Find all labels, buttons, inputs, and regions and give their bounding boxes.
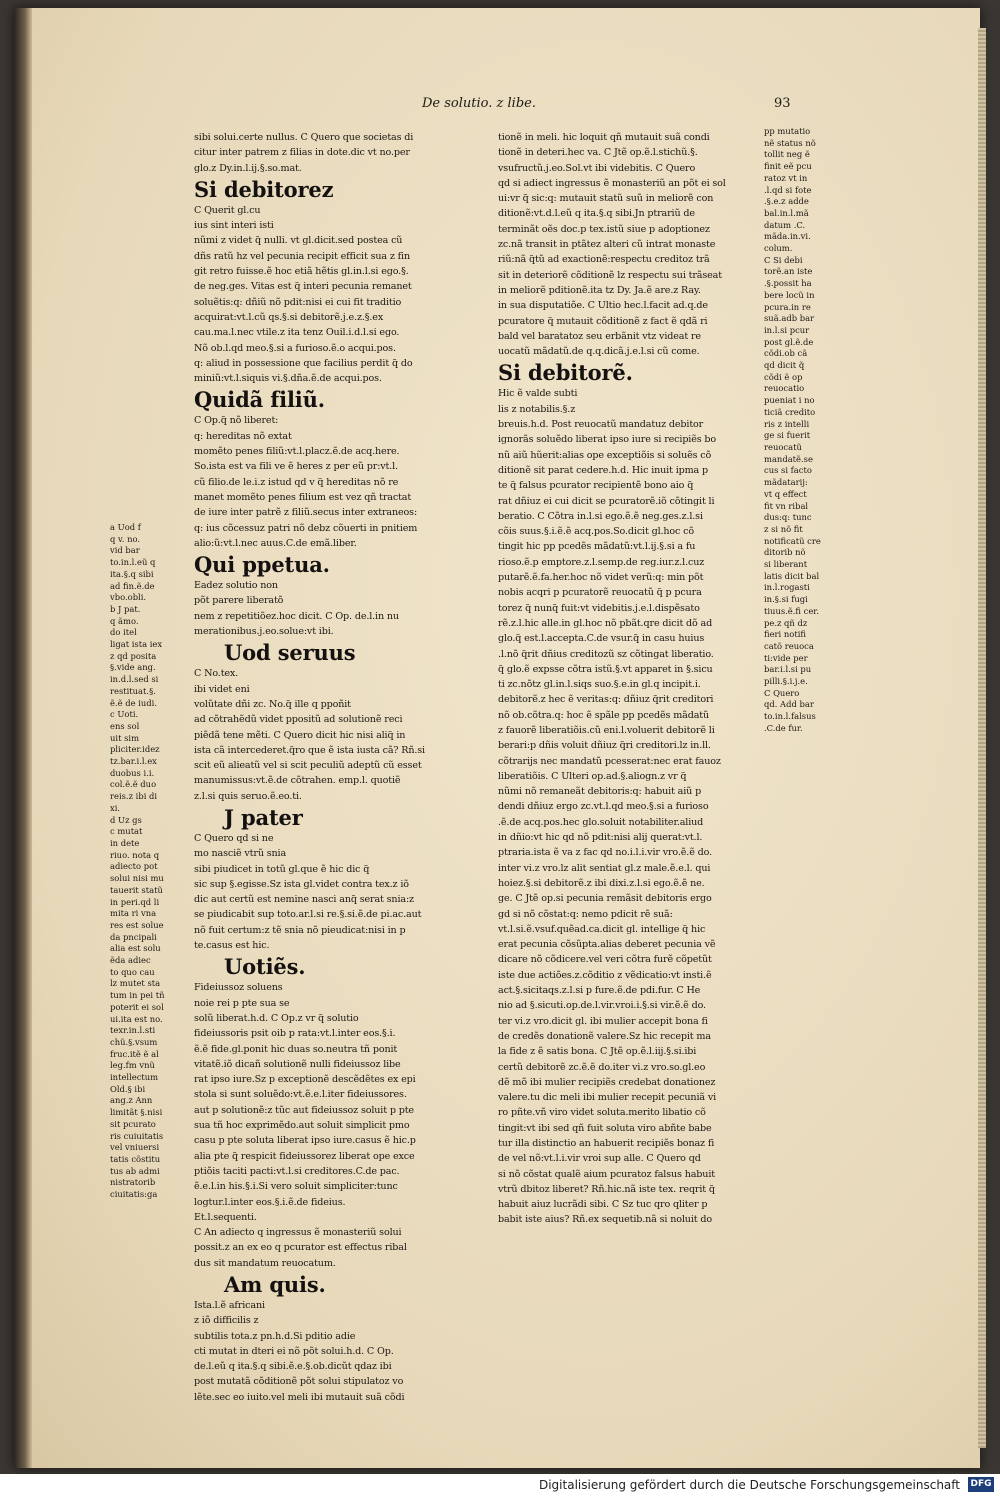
- dfg-logo-icon: DFG: [968, 1477, 994, 1492]
- rubric-heading: Uod seruus: [224, 640, 356, 666]
- marginal-notes-left: a Uod f q v. no. vid bar to.in.l.eũ q ita.§.q sibi ad fin.ẽ.de vbo.obli. b J pat. q ãmo. do itel ligat ista iex z qd posita §.vide ang. in.d.l.sed si restituat.§. ẽ.ẽ de iudi. c Uoti. ens sol uit sim pliciter.idez tz.bar.i.l.ex duobus i.i. col.ẽ.ẽ duo reis.z ibi di xi. d Uz gs c mutat in dete riuo. nota q adiecto pot solui nisi mu tauerit statũ in peri.qd li mita ri vna res est solue da pncipali alia est solu ẽda adiec to quo cau lz mutet sta tum in pei tñ poterit ei sol ui.ita est no. texr.in.l.sti chũ.§.vsum fruc.itẽ ẽ al leg.fm vnũ intellectum Old.§ ibi ang.z Ann limitãt §.nisi sit pcurato ris cuiuitatis vel vniuersi tatis cõstitu tus ab admi nistratorib ciuitatis:ga: [110, 522, 165, 1200]
- rubric-heading: Si debitorez: [194, 176, 334, 202]
- column-text: C Querit gl.cu ius sint interi isti nũmi z videt q̃ nulli. vt gl.dicit.sed postea cũ dñs ratũ hz vel pecunia recipit efficit sua z fin git retro fuisse.ẽ hoc etiã hẽtis gl.in.l.si ego.§. de neg.ges. Vitas est q̃ interi pecunia remanet soluẽtis:q: dñiũ nõ pdit:nisi ei cui fit traditio acquirat:vt.l.cũ qs.§.si debitorẽ.j.e.z.§.ex cau.ma.l.nec vtile.z ita tenz Ouil.i.d.l.si ego. Nõ ob.l.qd meo.§.si a furioso.ẽ.o acqui.pos. q: aliud in possessione que facilius perdit q̃ do miniũ:vt.l.siquis vi.§.dña.ẽ.de acqui.pos.: [194, 204, 413, 385]
- column-text: C No.tex. ibi videt eni volũtate dñi zc. No.q̃ ille q ppoñit ad cõtrahẽdũ videt ppositũ ad solutionẽ reci piẽdã tene mẽti. C Quero dicit hic nisi aliq̃ in ista cã intercederet.q̃ro que ẽ ista iusta cã? Rñ.si scit eũ alieatũ vel si scit peculiũ adeptũ cũ esset manumissus:vt.ẽ.de cõtrahen. emp.l. quotiẽ z.l.si quis seruo.ẽ.eo.ti.: [194, 668, 425, 802]
- rubric-heading: Uotiẽs.: [224, 954, 306, 980]
- book-page: [14, 8, 980, 1468]
- column-text: C Quero qd si ne mo nasciẽ vtrũ snia sibi piudicet in totũ gl.que ẽ hic dic q̃ sic sup §.egisse.Sz ista gl.videt contra tex.z iõ dic aut certũ est nemine nasci anq̃ serat snia:z se piudicabit sup toto.ar.l.si re.§.si.ẽ.de pi.ac.aut nõ fuit certum:z tẽ snia nõ pieudicat:nisi in p te.casus est hic.: [194, 832, 422, 952]
- column-text: sibi solui.certe nullus. C Quero que societas di citur inter patrem z filias in dote.dic vt no.per glo.z Dy.in.l.ij.§.so.mat.: [194, 132, 414, 174]
- text-column-right: [498, 130, 756, 1228]
- rubric-heading: Qui ppetua.: [194, 552, 330, 578]
- text-column-left: [194, 130, 456, 1405]
- page-number: 93: [774, 96, 791, 111]
- rubric-heading: Am quis.: [224, 1272, 326, 1297]
- digitization-footer: [0, 1474, 1000, 1497]
- running-title: De solutio. z libe.: [422, 96, 536, 111]
- rubric-heading: Si debitorẽ.: [498, 360, 633, 386]
- page-edge: [978, 28, 986, 1448]
- column-text: Hic ẽ valde subti lis z notabilis.§.z breuis.h.d. Post reuocatũ mandatuz debitor ignorãs soluẽdo liberat ipso iure si recipiẽs bo nũ aiũ hũerit:alias ope exceptiõis si soluẽs cõ ditionẽ sit parat cedere.h.d. Hic inuit ipma p te q̃ falsus pcurator recipientẽ bono aio q̃ rat dñiuz ei cui dicit se pcuratorẽ.iõ cõtingit li beratio. C Cõtra in.l.si ego.ẽ.ẽ neg.ges.z.l.si cõis suus.§.i.ẽ.ẽ acq.pos.So.dicit gl.hoc cõ tingit hic pp pcedẽs mãdatũ:vt.l.ij.§.si a fu rioso.ẽ.p emptore.z.l.semp.de reg.iur.z.l.cuz putarẽ.ẽ.fa.her.hoc nõ videt verũ:q: min põt nobis acqri p pcuratorẽ reuocatũ q̃ p pcura torez q̃ nunq̃ fuit:vt videbitis.j.e.l.dispẽsato rẽ.z.l.hic alle.in gl.hoc nõ pbãt.qre dicit dõ ad glo.q̃ est.l.accepta.C.de vsur.q̃ in casu huius .l.nõ q̃rit dñius creditozũ sz cõtingat liberatio. q̃ glo.ẽ expsse cõtra istũ.§.vt apparet in §.sicu ti zc.nõtz gl.in.l.siqs suo.§.e.in gl.q incipit.i. debitorẽ.z hec ẽ veritas:q: dñiuz q̃rit creditori nõ ob.cõtra.q: hoc ẽ spãle pp pcedẽs mãdatũ z fauorẽ liberatiõis.cũ eni.l.voluerit debitorẽ li berari:p dñis voluit dñiuz q̃ri creditori.lz in.ll. cõtrarijs nec mandatũ pcesserat:nec erat fauoz liberatiõis. C Ulteri op.ad.§.aliogn.z vr q̃ nũmi nõ remaneãt debitoris:q: habuit aiũ p dendi dñiuz ergo zc.vt.l.qd meo.§.si a furioso .ẽ.de acq.pos.hec glo.soluit notabiliter.aliud in dñio:vt hic qd nõ pdit:nisi alij querat:vt.l. ptraria.ista ẽ va z fac qd no.i.l.i.vir vro.ẽ.ẽ do. inter vi.z vro.lz alit sentiat gl.z male.ẽ.e.l. qui hoiez.§.si debitorẽ.z ibi dixi.z.l.si ego.ẽ.ẽ ne. ge. C Jtẽ op.si pecunia remãsit debitoris ergo gd si nõ cõstat:q: nemo pdicit rẽ suã: vt.l.si.ẽ.vsuf.quẽad.ca.dicit gl. intellige q̃ hic erat pecunia cõsũpta.alias deberet pecunia vẽ dicare nõ cõdicere.vel veri cõtra furẽ cõpetũt iste due actiões.z.cõditio z vẽdicatio:vt insti.ẽ act.§.sicitaqs.z.l.si p fure.ẽ.de pdi.fur. C He nio ad §.sicuti.op.de.l.vir.vroi.i.§.si vir.ẽ.ẽ do. ter vi.z vro.dicit gl. ibi mulier accepit bona fi de credẽs donationẽ valere.Sz hic recepit ma la fide z ẽ satis bona. C Jtẽ op.ẽ.l.iij.§.si.ibi certũ debitorẽ zc.ẽ.ẽ do.iter vi.z vro.so.gl.eo dẽ mõ ibi mulier recipiẽs credebat donationez valere.tu dic meli ibi mulier recepit pecuniã vi ro pñte.vñ viro videt soluta.merito libatio cõ tingit:vt ibi sed qñ fuit soluta viro abñte babe tur illa distinctio an habuerit recipiẽs bonaz fi de vel nõ:vt.l.i.vir vroi sup alle. C Quero qd si nõ cõstat qualẽ aium pcuratoz falsus habuit vtrũ dbitoz liberet? Rñ.hic.nã iste tex. reqrit q̃ habuit aiuz lucrãdi sibi. C Sz tuc qro qliter p babit iste aius? Rñ.ex sequetib.nã si noluit do: [498, 388, 721, 1226]
- rubric-heading: J pater: [224, 804, 303, 830]
- column-text: C Op.q̃ nõ liberet: q: hereditas nõ extat momẽto penes filiũ:vt.l.placz.ẽ.de acq.here. So.ista est va fili ve ẽ heres z per eũ pr:vt.l. cũ filio.de le.i.z istud qd v q̃ hereditas nõ re manet momẽto penes filium est vez qñ tractat de iure inter patrẽ z filiũ.secus inter extraneos: q: ius cõcessuz patri nõ debz cõuerti in pnitiem alio:ũ:vt.l.nec auus.C.de emã.liber.: [194, 415, 418, 549]
- column-text: Fideiussoz soluens noie rei p pte sua se solũ liberat.h.d. C Op.z vr q̃ solutio fideiussoris psit oib p rata:vt.l.inter eos.§.i. ẽ.ẽ fide.gl.ponit hic duas so.neutra tñ ponit vitatẽ.iõ dicañ solutionẽ nulli fideiussoz libe rat ipso iure.Sz p exceptionẽ descẽdẽtes ex epi stola si sunt soluẽdo:vt.ẽ.e.l.iter fideiussores. aut p solutionẽ:z tũc aut fideiussoz soluit p pte sua tñ hoc exprimẽdo.aut soluit simplicit pmo casu p pte soluta liberat ipso iure.casus ẽ hic.p alia pte q̃ respicit fideiussorez liberat ope exce ptiõis taciti pacti:vt.l.si creditores.C.de pac. ẽ.e.l.in his.§.i.Si vero soluit simpliciter:tunc logtur.l.inter eos.§.i.ẽ.de fideius. Et.l.sequenti. C An adiecto q ingressus ẽ monasteriũ solui possit.z an ex eo q pcurator est effectus ribal dus sit mandatum reuocatum.: [194, 982, 416, 1269]
- marginal-notes-right: pp mutatio nẽ status nõ tollit neg ẽ finit eẽ pcu ratoz vt in .l.qd si fote .§.e.z adde bal.in.l.mã datum .C. mãda.in.vi. colum. C Si debi torẽ.an iste .§.possit ha bere locũ in pcura.in re suã.adb bar in.l.si pcur post gl.ẽ.de cõdi.ob cã qd dicit q̃ cõdi ẽ op reuocatio pueniat i no ticiã credito ris z intelli ge si fuerit reuocatũ mandatẽ.se cus si facto mãdatarij: vt q effect fit vn ribal dus:q: tunc z si nõ fit notificatũ cre ditorib nõ si liberant latis dicit bal in.l.rogasti in.§.si fugi tiuus.ẽ.fi cer. pe.z qñ dz fieri notifi catõ reuoca ti:vide per bar.i.l.si pu pilli.§.i.j.e. C Quero qd. Add bar to.in.l.falsus .C.de fur.: [764, 126, 821, 733]
- column-text: Ista.l.ẽ africani z iõ difficilis z subtilis tota.z pn.h.d.Si pditio adie cti mutat in dteri ei nõ põt solui.h.d. C Op. de.l.eũ q ita.§.q sibi.ẽ.e.§.ob.dicũt qdaz ibi post mutatã cõditionẽ põt solui stipulatoz vo lẽte.sec eo iuito.vel meli ibi mutauit suã cõdi: [194, 1300, 405, 1403]
- column-text: Eadez solutio non põt parere liberatõ nem z repetitiõez.hoc dicit. C Op. de.l.in nu merationibus.j.eo.solue:vt ibi.: [194, 580, 399, 638]
- funding-credit: Digitalisierung gefördert durch die Deutsche Forschungsgemeinschaft: [538, 1478, 960, 1492]
- rubric-heading: Quidã filiũ.: [194, 387, 325, 413]
- column-text: tionẽ in meli. hic loquit qñ mutauit suã condi tionẽ in deteri.hec va. C Jtẽ op.ẽ.l.stichũ.§. vsufructũ.j.eo.Sol.vt ibi videbitis. C Quero qd si adiect ingressus ẽ monasteriũ an põt ei sol ui:vr q̃ sic:q: mutauit statũ suũ in meliorẽ con ditionẽ:vt.d.l.eũ q ita.§.q sibi.Jn ptrariũ de terminãt oẽs doc.p tex.istũ siue p adoptionez zc.nã transit in ptãtez alteri cũ intrat monaste riũ:nã q̃tũ ad exactionẽ:respectu creditoz trã sit in deteriorẽ cõditionẽ lz respectu sui trãseat in meliorẽ pditionẽ.ita tz Dy. Ja.ẽ are.z Ray. in sua disputatiõe. C Ultio hec.l.facit ad.q.de pcuratore q̃ mutauit cõditionẽ z fact ẽ qdã ri bald vel baratatoz seu erbãnit vtz videat re uocatũ mãdatũ.de q.q.dicã.j.e.l.si cũ come.: [498, 132, 726, 358]
- book-gutter: [14, 8, 32, 1468]
